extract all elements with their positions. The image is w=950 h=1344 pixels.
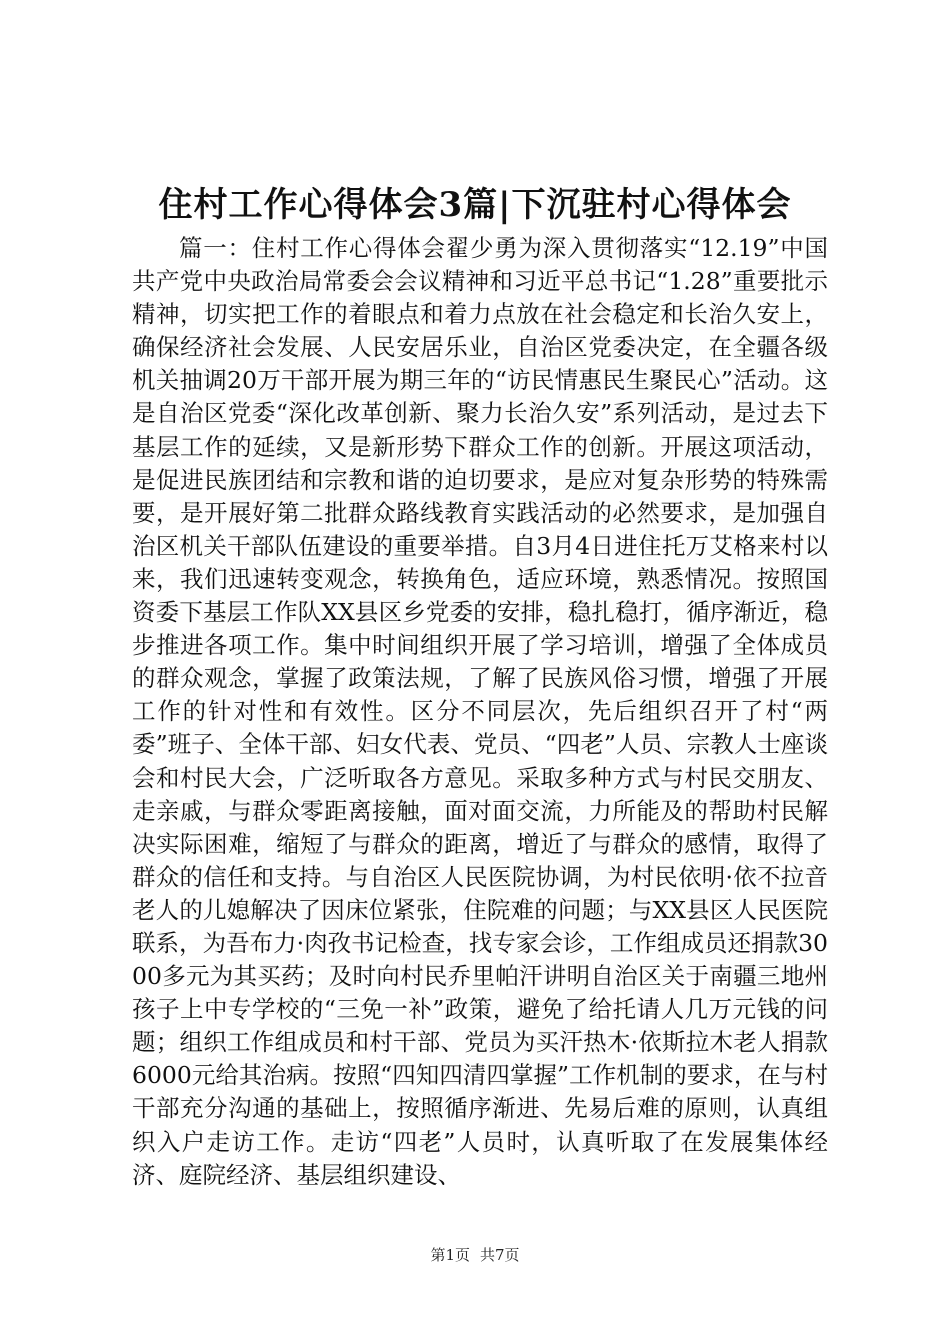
document-title: 住村工作心得体会3篇|下沉驻村心得体会 [158,185,792,225]
page-number: 第1页 [430,1246,470,1264]
document-body: 篇一：住村工作心得体会翟少勇为深入贯彻落实“12.19”中国共产党中央政治局常委会会议精神和习近平总书记“1.28”重要批示精神，切实把工作的着眼点和着力点放在社会稳定和长治久安上，确保经济社会发展、人民安居乐业，自治区党委决定，在全疆各级机关抽调20万干部开展为期三年的“访民情惠民生聚民心”活动。这是自治区党委“深化改革创新、聚力长治久安”系列活动，是过去下基层工作的延续，又是新形势下群众工作的创新。开展这项活动，是促进民族团结和宗教和谐的迫切要求，是应对复杂形势的特殊需要，是开展好第二批群众路线教育实践活动的必然要求，是加强自治区机关干部队伍建设的重要举措。自3月4日进住托万艾格来村以来，我们迅速转变观念，转换角色，适应环境，熟悉情况。按照国资委下基层工作队XX县区乡党委的安排，稳扎稳打，循序渐近，稳步推进各项工作。集中时间组织开展了学习培训，增强了全体成员的群众观念，掌握了政策法规，了解了民族风俗习惯，增强了开展工作的针对性和有效性。区分不同层次，先后组织召开了村“两委”班子、全体干部、妇女代表、党员、“四老”人员、宗教人士座谈会和村民大会，广泛听取各方意见。采取多种方式与村民交朋友、走亲戚，与群众零距离接触，面对面交流，力所能及的帮助村民解决实际困难，缩短了与群众的距离，增近了与群众的感情，取得了群众的信任和支持。与自治区人民医院协调，为村民依明·依不拉音老人的儿媳解决了因床位紧张，住院难的问题；与XX县区人民医院联系，为吾布力·肉孜书记检查，找专家会诊，工作组成员还捐款3000多元为其买药；及时向村民乔里帕汗讲明自治区关于南疆三地州孩子上中专学校的“三免一补”政策，避免了给托请人几万元钱的问题；组织工作组成员和村干部、党员为买汗热木·依斯拉木老人捐款6000元给其治病。按照“四知四清四掌握”工作机制的要求，在与村干部充分沟通的基础上，按照循序渐进、先易后难的原则，认真组织入户走访工作。走访“四老”人员时，认真听取了在发展集体经济、庭院经济、基层组织建设、 [132,234,828,1189]
page-total: 共7页 [480,1246,520,1264]
page-footer [0,1245,950,1265]
